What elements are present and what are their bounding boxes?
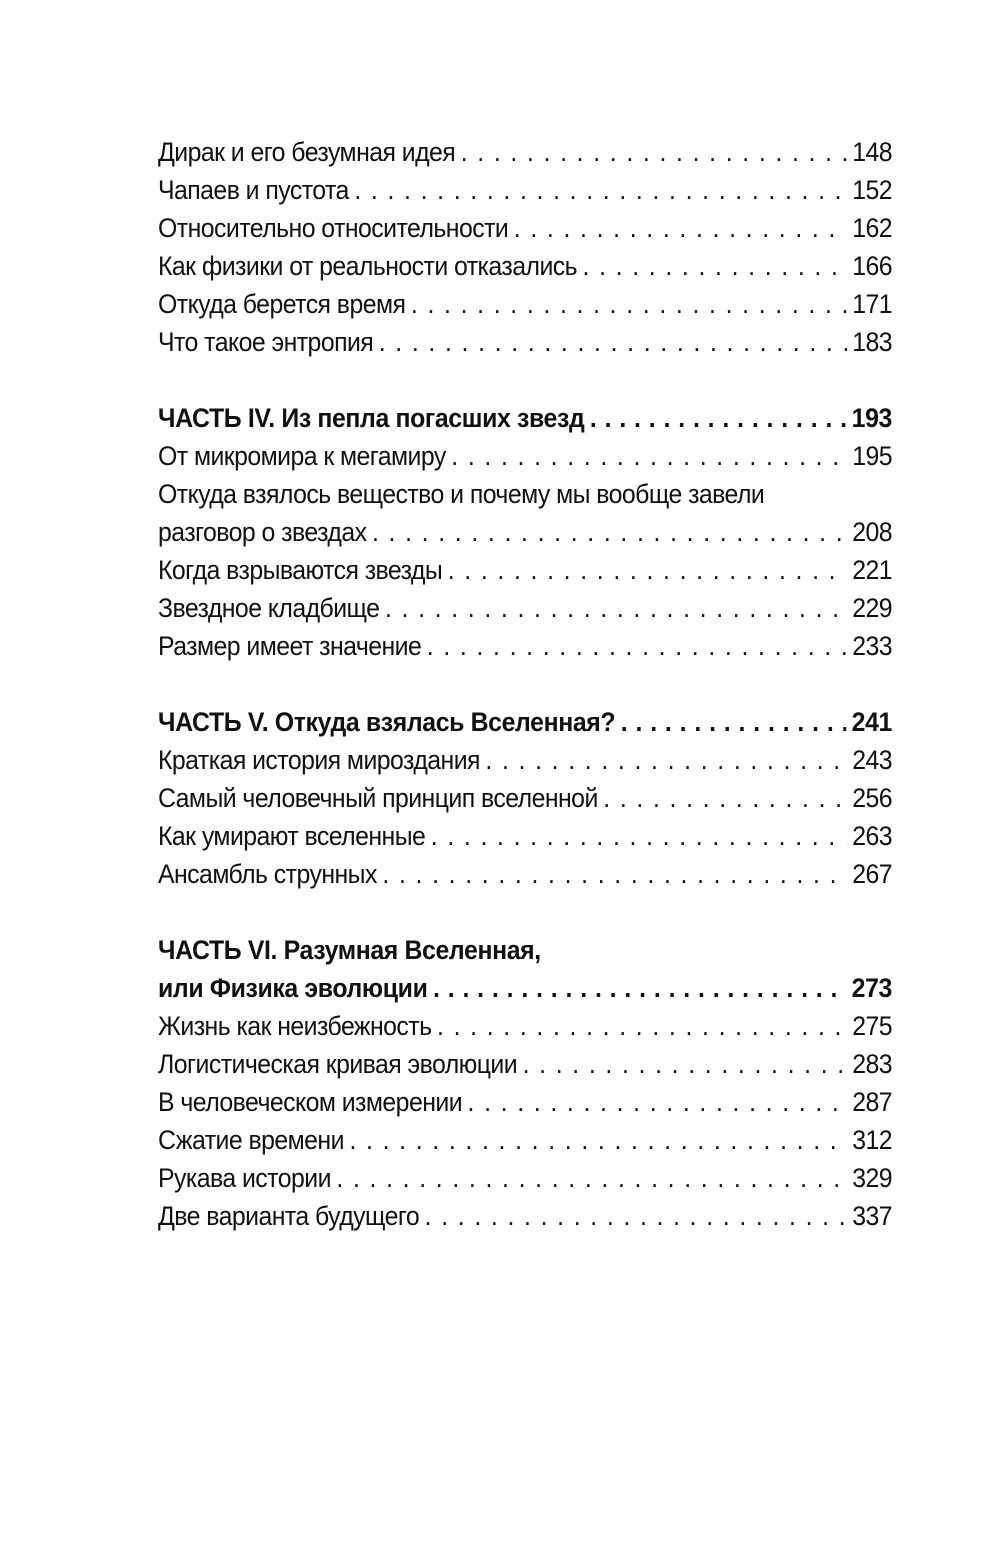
toc-entry-page: 337 bbox=[852, 1201, 893, 1231]
toc-part-page: 193 bbox=[851, 403, 893, 433]
toc-entry[interactable] bbox=[158, 1083, 892, 1121]
section-spacer bbox=[158, 665, 892, 703]
toc-part-heading[interactable] bbox=[158, 969, 892, 1007]
toc-entry[interactable] bbox=[158, 627, 892, 665]
toc-entry-title: Логистическая кривая эволюции bbox=[158, 1049, 518, 1079]
dot-leader bbox=[603, 779, 846, 817]
toc-entry[interactable] bbox=[158, 209, 892, 247]
dot-leader bbox=[411, 285, 847, 323]
dot-leader bbox=[461, 133, 847, 171]
toc-entry[interactable] bbox=[158, 855, 892, 893]
toc-entry-page: 287 bbox=[852, 1087, 893, 1117]
toc-entry-title: Что такое энтропия bbox=[158, 327, 374, 357]
toc-entry-title: Как физики от реальности отказались bbox=[158, 251, 578, 281]
toc-entry-title: Сжатие времени bbox=[158, 1125, 344, 1155]
dot-leader bbox=[427, 627, 847, 665]
toc-entry[interactable] bbox=[158, 817, 892, 855]
toc-entry-title: От микромира к мегамиру bbox=[158, 441, 446, 471]
toc-entry-title: Краткая история мироздания bbox=[158, 745, 480, 775]
toc-entry-page: 152 bbox=[852, 175, 893, 205]
toc-part-title: ЧАСТЬ V. Откуда взялась Вселенная? bbox=[158, 707, 616, 737]
dot-leader bbox=[354, 171, 846, 209]
toc-entry-page: 229 bbox=[852, 593, 893, 623]
dot-leader bbox=[448, 551, 847, 589]
toc-entry-title: Как умирают вселенные bbox=[158, 821, 426, 851]
toc-entry-page: 183 bbox=[852, 327, 893, 357]
toc-entry-page: 243 bbox=[852, 745, 893, 775]
toc-part-page: 273 bbox=[851, 973, 893, 1003]
toc-entry[interactable] bbox=[158, 779, 892, 817]
toc-entry[interactable] bbox=[158, 1007, 892, 1045]
toc-entry-title: Две варианта будущего bbox=[158, 1201, 420, 1231]
dot-leader bbox=[425, 1197, 847, 1235]
toc-entry[interactable] bbox=[158, 323, 892, 361]
toc-entry[interactable] bbox=[158, 589, 892, 627]
dot-leader bbox=[372, 513, 847, 551]
toc-entry-page: 162 bbox=[852, 213, 893, 243]
table-of-contents bbox=[158, 133, 892, 1235]
toc-entry-page: 263 bbox=[852, 821, 893, 851]
toc-entry-title: Откуда взялось вещество и почему мы вообще завели bbox=[158, 479, 765, 509]
dot-leader bbox=[523, 1045, 847, 1083]
toc-entry-page: 312 bbox=[852, 1125, 893, 1155]
toc-entry-title: Ансамбль струнных bbox=[158, 859, 377, 889]
toc-entry-title: Чапаев и пустота bbox=[158, 175, 349, 205]
section-spacer bbox=[158, 893, 892, 931]
dot-leader bbox=[336, 1159, 846, 1197]
toc-entry[interactable] bbox=[158, 247, 892, 285]
toc-entry-title: Относительно относительности bbox=[158, 213, 509, 243]
section-spacer bbox=[158, 361, 892, 399]
toc-part-title: или Физика эволюции bbox=[158, 973, 428, 1003]
toc-entry[interactable] bbox=[158, 133, 892, 171]
toc-part-heading-line[interactable] bbox=[158, 931, 892, 969]
dot-leader bbox=[590, 399, 846, 437]
toc-entry-page: 208 bbox=[852, 517, 893, 547]
dot-leader bbox=[433, 969, 846, 1007]
dot-leader bbox=[379, 323, 847, 361]
toc-entry-title: разговор о звездах bbox=[158, 517, 367, 547]
toc-entry-title: Размер имеет значение bbox=[158, 631, 422, 661]
dot-leader bbox=[385, 589, 847, 627]
toc-entry-title: Звездное кладбище bbox=[158, 593, 380, 623]
toc-entry[interactable] bbox=[158, 513, 892, 551]
toc-entry-title: Откуда берется время bbox=[158, 289, 406, 319]
toc-part-page: 241 bbox=[851, 707, 893, 737]
toc-entry-page: 233 bbox=[852, 631, 893, 661]
toc-entry-page: 256 bbox=[852, 783, 893, 813]
toc-entry[interactable] bbox=[158, 1159, 892, 1197]
dot-leader bbox=[514, 209, 847, 247]
toc-entry[interactable] bbox=[158, 285, 892, 323]
dot-leader bbox=[431, 817, 847, 855]
dot-leader bbox=[349, 1121, 846, 1159]
dot-leader bbox=[451, 437, 846, 475]
toc-entry-page: 267 bbox=[852, 859, 893, 889]
toc-entry-page: 283 bbox=[852, 1049, 893, 1079]
toc-entry-page: 148 bbox=[852, 137, 893, 167]
toc-entry-title: Самый человечный принцип вселенной bbox=[158, 783, 598, 813]
toc-entry[interactable] bbox=[158, 551, 892, 589]
dot-leader bbox=[583, 247, 847, 285]
toc-entry[interactable] bbox=[158, 1197, 892, 1235]
toc-entry-title: В человеческом измерении bbox=[158, 1087, 463, 1117]
toc-entry-page: 195 bbox=[852, 441, 893, 471]
toc-entry-title: Когда взрываются звезды bbox=[158, 555, 443, 585]
toc-entry[interactable] bbox=[158, 1045, 892, 1083]
toc-part-heading[interactable] bbox=[158, 703, 892, 741]
toc-entry-title: Дирак и его безумная идея bbox=[158, 137, 456, 167]
toc-entry[interactable] bbox=[158, 741, 892, 779]
toc-part-heading[interactable] bbox=[158, 399, 892, 437]
dot-leader bbox=[621, 703, 846, 741]
toc-entry-page: 275 bbox=[852, 1011, 893, 1041]
dot-leader bbox=[485, 741, 846, 779]
toc-entry[interactable] bbox=[158, 171, 892, 209]
toc-entry[interactable] bbox=[158, 1121, 892, 1159]
toc-entry[interactable] bbox=[158, 437, 892, 475]
toc-part-title: ЧАСТЬ IV. Из пепла погасших звезд bbox=[158, 403, 585, 433]
toc-entry-line[interactable] bbox=[158, 475, 892, 513]
toc-entry-title: Рукава истории bbox=[158, 1163, 331, 1193]
toc-entry-title: Жизнь как неизбежность bbox=[158, 1011, 432, 1041]
toc-part-title: ЧАСТЬ VI. Разумная Вселенная, bbox=[158, 935, 541, 965]
dot-leader bbox=[468, 1083, 847, 1121]
toc-entry-page: 171 bbox=[852, 289, 893, 319]
toc-entry-page: 221 bbox=[852, 555, 893, 585]
toc-entry-page: 166 bbox=[852, 251, 893, 281]
toc-entry-page: 329 bbox=[852, 1163, 893, 1193]
dot-leader bbox=[382, 855, 846, 893]
dot-leader bbox=[437, 1007, 847, 1045]
